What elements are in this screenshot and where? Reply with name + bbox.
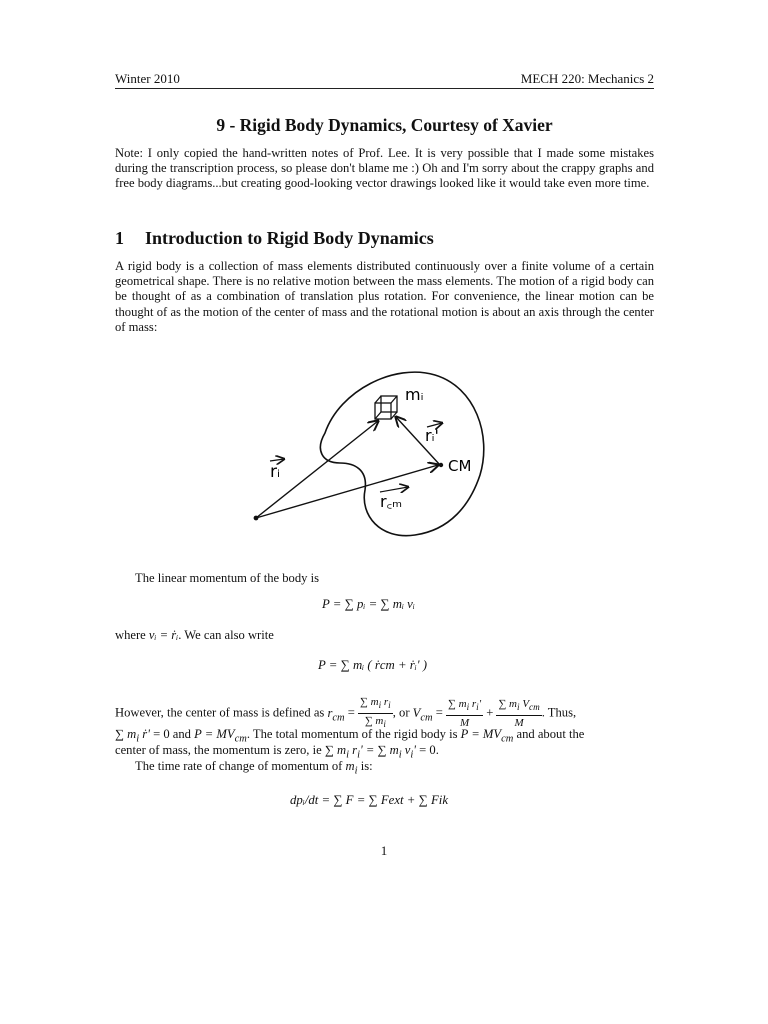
total-momentum-line: ∑ $m_i$ ṙ' = 0 and $P = MV_{cm}$. The total momentum of the rigid body is $P = MV_{cm}$ and about the	[115, 727, 585, 745]
thus-text: . Thus,	[541, 705, 577, 720]
also-write-text: . We can also write	[178, 628, 274, 642]
label-rcm: r꜀ₘ	[380, 492, 403, 511]
vi-definition: vᵢ = ṙᵢ	[148, 628, 179, 642]
vcm-fraction-1: $\frac{\sum m_i r_i'}{M}$	[448, 697, 482, 729]
equation-momentum-expanded: P = ∑ mᵢ ( ṙcm + ṙᵢ' )	[318, 658, 428, 672]
cm-point	[439, 463, 443, 467]
center-of-mass-line: However, the center of mass is defined as $r_{cm}$ = $\frac{\sum m_i r_i}{\sum m_i}$ , or $V_{cm}$ = $\frac{\sum m_i r_i'}{M}$ + $\frac{\sum m_i V_{cm}}{M}$ . Thus,	[115, 695, 655, 732]
linear-momentum-text: The linear momentum of the body is	[135, 571, 319, 585]
label-cm: CM	[448, 457, 472, 475]
header-term: Winter 2010	[115, 71, 180, 86]
intro-paragraph: A rigid body is a collection of mass elements distributed continuously over a finite volume of a certain geometrical shape. There is no relative motion between the mass elements. The motion of a rigid body can be thought of as a combination of translation plus rotation. For convenience, the linear motion can be thought of as the motion of the center of mass and the rotational motion is about an axis through the center of mass:	[115, 259, 654, 334]
section-heading	[115, 228, 434, 249]
mass-element-cube	[375, 396, 397, 419]
zero-momentum-line: center of mass, the momentum is zero, ie ∑ $m_i$ $r_i'$ = ∑ $m_i$ $v_i' = 0$.	[115, 743, 439, 761]
document-title: 9 - Rigid Body Dynamics, Courtesy of Xavier	[216, 115, 553, 135]
time-rate-line: The time rate of change of momentum of $m_i$ is:	[135, 759, 373, 777]
label-ri: rᵢ	[270, 462, 281, 482]
body-outline	[320, 372, 483, 536]
where-text: where	[115, 628, 146, 642]
label-mi: mᵢ	[405, 385, 424, 404]
equation-momentum-sum: P = ∑ pᵢ = ∑ mᵢ vᵢ	[322, 597, 415, 611]
vi-definition-line	[115, 628, 274, 643]
page-number: 1	[380, 843, 388, 858]
origin-point	[254, 516, 259, 521]
vector-rcm	[256, 465, 438, 518]
header-rule	[115, 88, 654, 89]
rcm-fraction: $\frac{\sum m_i r_i}{\sum m_i}$	[360, 696, 391, 730]
section-title: Introduction to Rigid Body Dynamics	[145, 228, 434, 248]
rigid-body-figure	[230, 355, 500, 545]
label-ri-prime: rᵢ'	[425, 426, 439, 445]
transcription-note: Note: I only copied the hand-written notes of Prof. Lee. It is very possible that I made some mistakes during the transcription process, so please don't blame me :) Oh and I'm sorry about the crappy graphs and free body diagrams...but creating good-looking vector drawings looked like it would take even more time.	[115, 146, 654, 190]
or-text: , or	[392, 705, 410, 720]
section-number: 1	[115, 228, 124, 248]
total-momentum-text: . The total momentum of the rigid body is	[246, 727, 458, 741]
header-course: MECH 220: Mechanics 2	[520, 71, 654, 86]
vcm-fraction-2: $\frac{\sum m_i V_{cm}}{M}$	[498, 697, 540, 729]
however-text: However, the center of mass is defined as	[115, 705, 325, 720]
equation-newton-second-law: dpᵢ/dt = ∑ F = ∑ Fext + ∑ Fik	[290, 793, 448, 807]
